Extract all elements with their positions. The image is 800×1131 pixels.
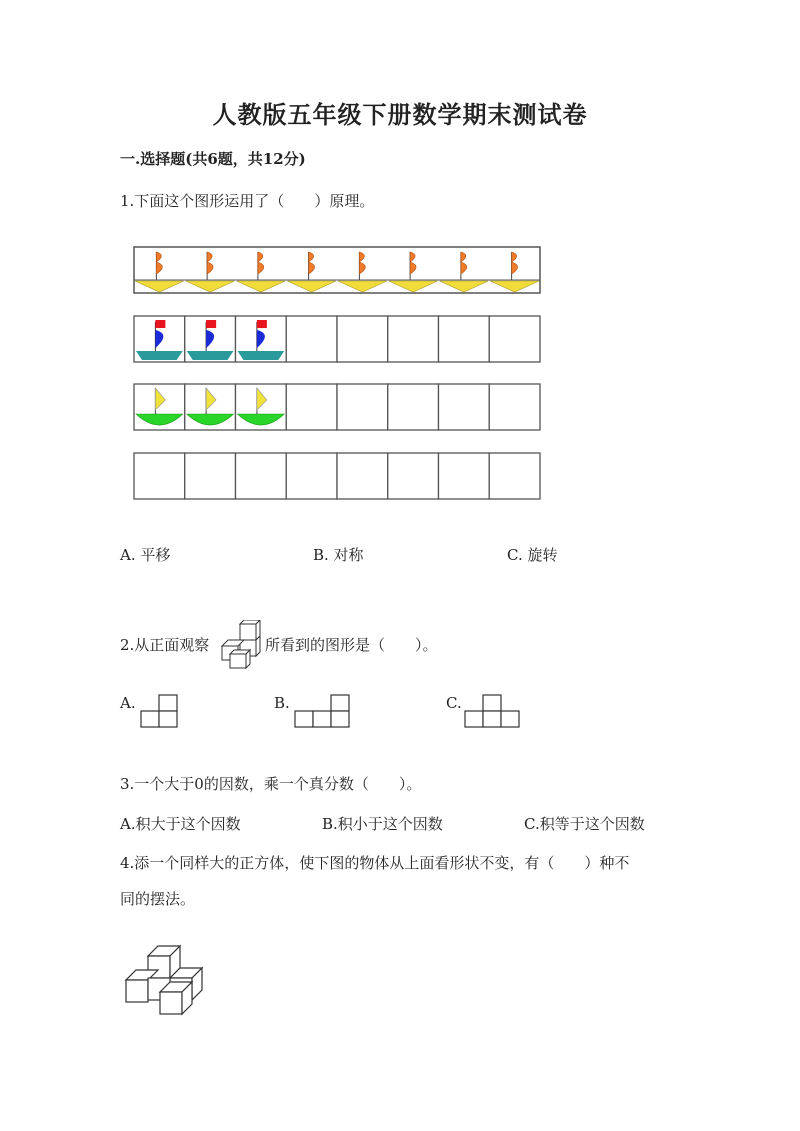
pattern-row-4 — [134, 453, 540, 499]
q1-option-b[interactable]: B. 对称 — [313, 546, 364, 564]
q1-option-c[interactable]: C. 旋转 — [507, 546, 558, 564]
grid-cell — [388, 453, 439, 499]
grid-cell — [388, 384, 439, 430]
grid-cell — [439, 453, 490, 499]
grid-cell — [134, 453, 185, 499]
page-title: 人教版五年级下册数学期末测试卷 — [212, 100, 588, 129]
orange-flag-boat — [389, 252, 438, 292]
orange-flag-boat — [440, 252, 489, 292]
grid-cell — [439, 316, 490, 362]
question-1-text: 1.下面这个图形运用了（ ）原理。 — [120, 192, 375, 210]
grid-cell — [337, 384, 388, 430]
q3-option-a[interactable]: A.积大于这个因数 — [120, 815, 241, 833]
cube-arrangement-figure — [124, 944, 214, 1018]
translation-pattern-figure — [132, 244, 544, 506]
q2-option-a[interactable]: A. — [120, 694, 136, 712]
grid-cell — [388, 316, 439, 362]
grid-cell — [337, 453, 388, 499]
question-2-text-before: 2.从正面观察 — [120, 636, 210, 654]
cube-stack-inline-figure — [216, 620, 264, 672]
q3-option-b[interactable]: B.积小于这个因数 — [322, 815, 443, 833]
grid-cell — [185, 453, 236, 499]
q3-option-c[interactable]: C.积等于这个因数 — [524, 815, 645, 833]
q2-option-a-figure — [140, 694, 180, 730]
q1-option-a[interactable]: A. 平移 — [120, 546, 171, 564]
grid-cell — [489, 453, 540, 499]
q2-option-b-figure — [294, 694, 352, 730]
q2-option-b[interactable]: B. — [274, 694, 290, 712]
orange-flag-boat — [186, 252, 235, 292]
pattern-row-1 — [134, 247, 540, 293]
grid-cell — [286, 453, 337, 499]
grid-cell — [439, 384, 490, 430]
orange-flag-boat — [237, 252, 286, 292]
orange-flag-boat — [338, 252, 387, 292]
orange-flag-boat — [490, 252, 539, 292]
section-heading: 一.选择题(共6题，共12分) — [120, 150, 306, 168]
orange-flag-boat — [135, 252, 184, 292]
grid-cell — [337, 316, 388, 362]
question-4-text-line-2: 同的摆法。 — [120, 890, 196, 908]
q2-option-c-figure — [464, 694, 522, 730]
grid-cell — [236, 453, 287, 499]
grid-cell — [489, 384, 540, 430]
orange-flag-boat — [287, 252, 336, 292]
pattern-row-2 — [134, 316, 540, 362]
question-4-text-line-1: 4.添一个同样大的正方体，使下图的物体从上面看形状不变，有（ ）种不 — [120, 854, 630, 872]
grid-cell — [286, 384, 337, 430]
q2-option-c[interactable]: C. — [446, 694, 462, 712]
question-2-text-after: 所看到的图形是（ ）。 — [265, 636, 438, 654]
grid-cell — [489, 316, 540, 362]
question-3-text: 3.一个大于0的因数，乘一个真分数（ ）。 — [120, 775, 422, 793]
pattern-row-3 — [134, 384, 540, 430]
grid-cell — [286, 316, 337, 362]
